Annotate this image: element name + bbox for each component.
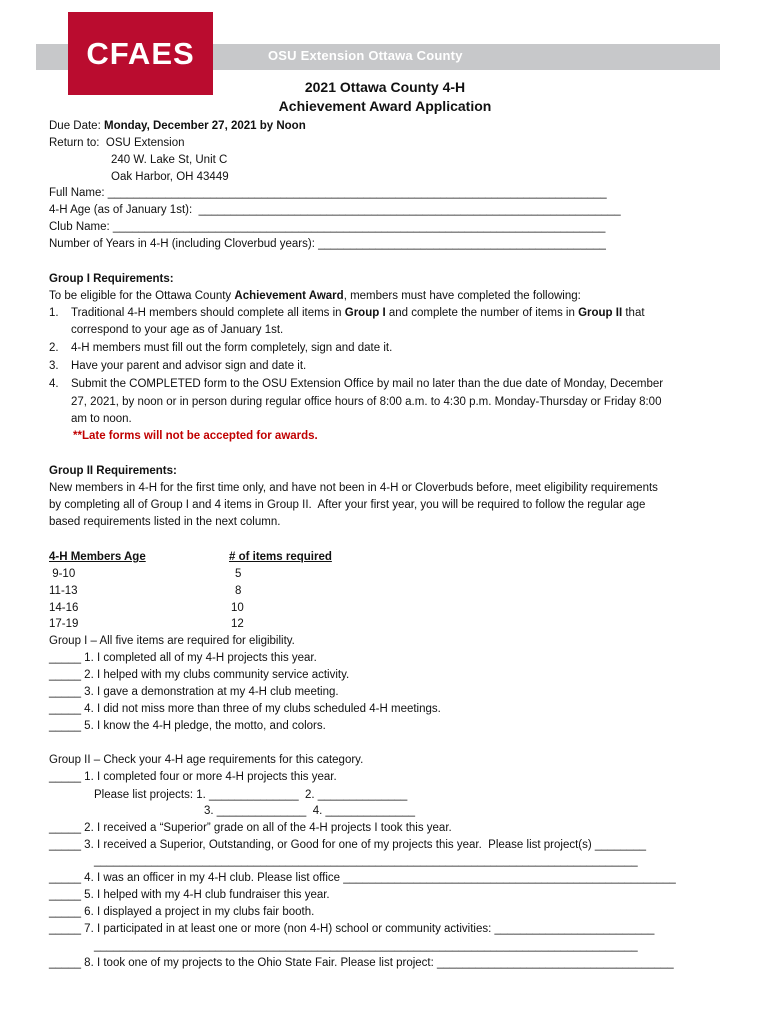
projects-list-b[interactable]: 3. ______________ 4. ______________	[204, 805, 416, 817]
page-title: 2021 Ottawa County 4-H	[304, 79, 466, 95]
checklist2-item-3[interactable]: _____ 3. I received a Superior, Outstanding, or Good for one of my projects this year. Please list project(s) ________	[49, 839, 647, 851]
items-row-3: 10	[231, 602, 244, 614]
group1-item2-number: 2.	[49, 342, 59, 354]
return-city: Oak Harbor, OH 43449	[111, 171, 229, 183]
group1-item3: Have your parent and advisor sign and date it.	[71, 360, 307, 372]
checklist2-item-3-cont[interactable]: _____________________________________________________________________________________	[94, 855, 638, 867]
checklist1-item-3[interactable]: _____ 3. I gave a demonstration at my 4-H club meeting.	[49, 686, 339, 698]
checklist1-item-2[interactable]: _____ 2. I helped with my clubs community service activity.	[49, 669, 350, 681]
checklist2-item-2[interactable]: _____ 2. I received a “Superior” grade on all of the 4-H projects I took this year.	[49, 822, 452, 834]
checklist2-heading: Group II – Check your 4-H age requirements for this category.	[49, 754, 364, 766]
years-field[interactable]: Number of Years in 4-H (including Cloverbud years): _____________________________________________	[49, 238, 606, 250]
items-row-1: 5	[235, 568, 242, 580]
return-to: Return to: OSU Extension	[49, 137, 185, 149]
club-name-field[interactable]: Club Name: _____________________________________________________________________________	[49, 221, 606, 233]
projects-list-a[interactable]: Please list projects: 1. ______________ 2. ______________	[94, 789, 408, 801]
late-warning: **Late forms will not be accepted for awards.	[73, 430, 318, 442]
age-row-3: 14-16	[49, 602, 79, 614]
group1-item4-cont: 27, 2021, by noon or in person during regular office hours of 8:00 a.m. to 4:30 p.m. Monday-Thursday or Friday 8:00	[71, 396, 662, 408]
group1-item4-end: am to noon.	[71, 413, 132, 425]
age-row-4: 17-19	[49, 618, 79, 630]
group1-item1-cont: correspond to your age as of January 1st.	[71, 324, 284, 336]
group1-item1-number: 1.	[49, 307, 59, 319]
age-column-header: 4-H Members Age	[49, 551, 146, 563]
full-name-field[interactable]: Full Name: ______________________________________________________________________________	[49, 187, 607, 199]
age-row-1: 9-10	[49, 568, 76, 580]
banner-text: OSU Extension Ottawa County	[268, 48, 463, 63]
cfaes-logo: CFAES	[68, 12, 213, 95]
checklist2-item-8[interactable]: _____ 8. I took one of my projects to the Ohio State Fair. Please list project: _____________________________________	[49, 957, 674, 969]
group2-line3: based requirements listed in the next column.	[49, 516, 281, 528]
items-row-4: 12	[231, 618, 244, 630]
group1-item1: Traditional 4-H members should complete all items in Group I and complete the number of items in Group II that	[71, 307, 645, 319]
return-address: 240 W. Lake St, Unit C	[111, 154, 228, 166]
age-row-2: 11-13	[49, 585, 78, 597]
checklist2-item-7-cont[interactable]: _____________________________________________________________________________________	[94, 940, 638, 952]
page-subtitle: Achievement Award Application	[278, 98, 492, 114]
items-column-header: # of items required	[229, 551, 332, 563]
age-field[interactable]: 4-H Age (as of January 1st): __________________________________________________________________	[49, 204, 621, 216]
group1-item3-number: 3.	[49, 360, 59, 372]
checklist2-item-5[interactable]: _____ 5. I helped with my 4-H club fundraiser this year.	[49, 889, 330, 901]
group1-heading: Group I Requirements:	[49, 273, 174, 285]
checklist1-item-4[interactable]: _____ 4. I did not miss more than three of my clubs scheduled 4-H meetings.	[49, 703, 441, 715]
due-date: Due Date: Monday, December 27, 2021 by Noon	[49, 120, 306, 132]
group1-item4: Submit the COMPLETED form to the OSU Extension Office by mail no later than the due date of Monday, December	[71, 378, 664, 390]
checklist2-item-1[interactable]: _____ 1. I completed four or more 4-H projects this year.	[49, 771, 337, 783]
checklist2-item-6[interactable]: _____ 6. I displayed a project in my clubs fair booth.	[49, 906, 315, 918]
group1-item2: 4-H members must fill out the form completely, sign and date it.	[71, 342, 393, 354]
group1-intro: To be eligible for the Ottawa County Achievement Award, members must have completed the following:	[49, 290, 581, 302]
checklist1-item-1[interactable]: _____ 1. I completed all of my 4-H projects this year.	[49, 652, 317, 664]
items-row-2: 8	[235, 585, 242, 597]
group1-item4-number: 4.	[49, 378, 59, 390]
group2-heading: Group II Requirements:	[49, 465, 177, 477]
checklist2-item-7[interactable]: _____ 7. I participated in at least one or more (non 4-H) school or community activities: _________________________	[49, 923, 655, 935]
checklist1-item-5[interactable]: _____ 5. I know the 4-H pledge, the motto, and colors.	[49, 720, 326, 732]
group2-line2: by completing all of Group I and 4 items in Group II. After your first year, you will be required to follow the regular age	[49, 499, 646, 511]
group2-line1: New members in 4-H for the first time only, and have not been in 4-H or Cloverbuds before, meet eligibility requirements	[49, 482, 658, 494]
checklist1-heading: Group I – All five items are required for eligibility.	[49, 635, 295, 647]
checklist2-item-4[interactable]: _____ 4. I was an officer in my 4-H club. Please list office ____________________________________________________	[49, 872, 676, 884]
